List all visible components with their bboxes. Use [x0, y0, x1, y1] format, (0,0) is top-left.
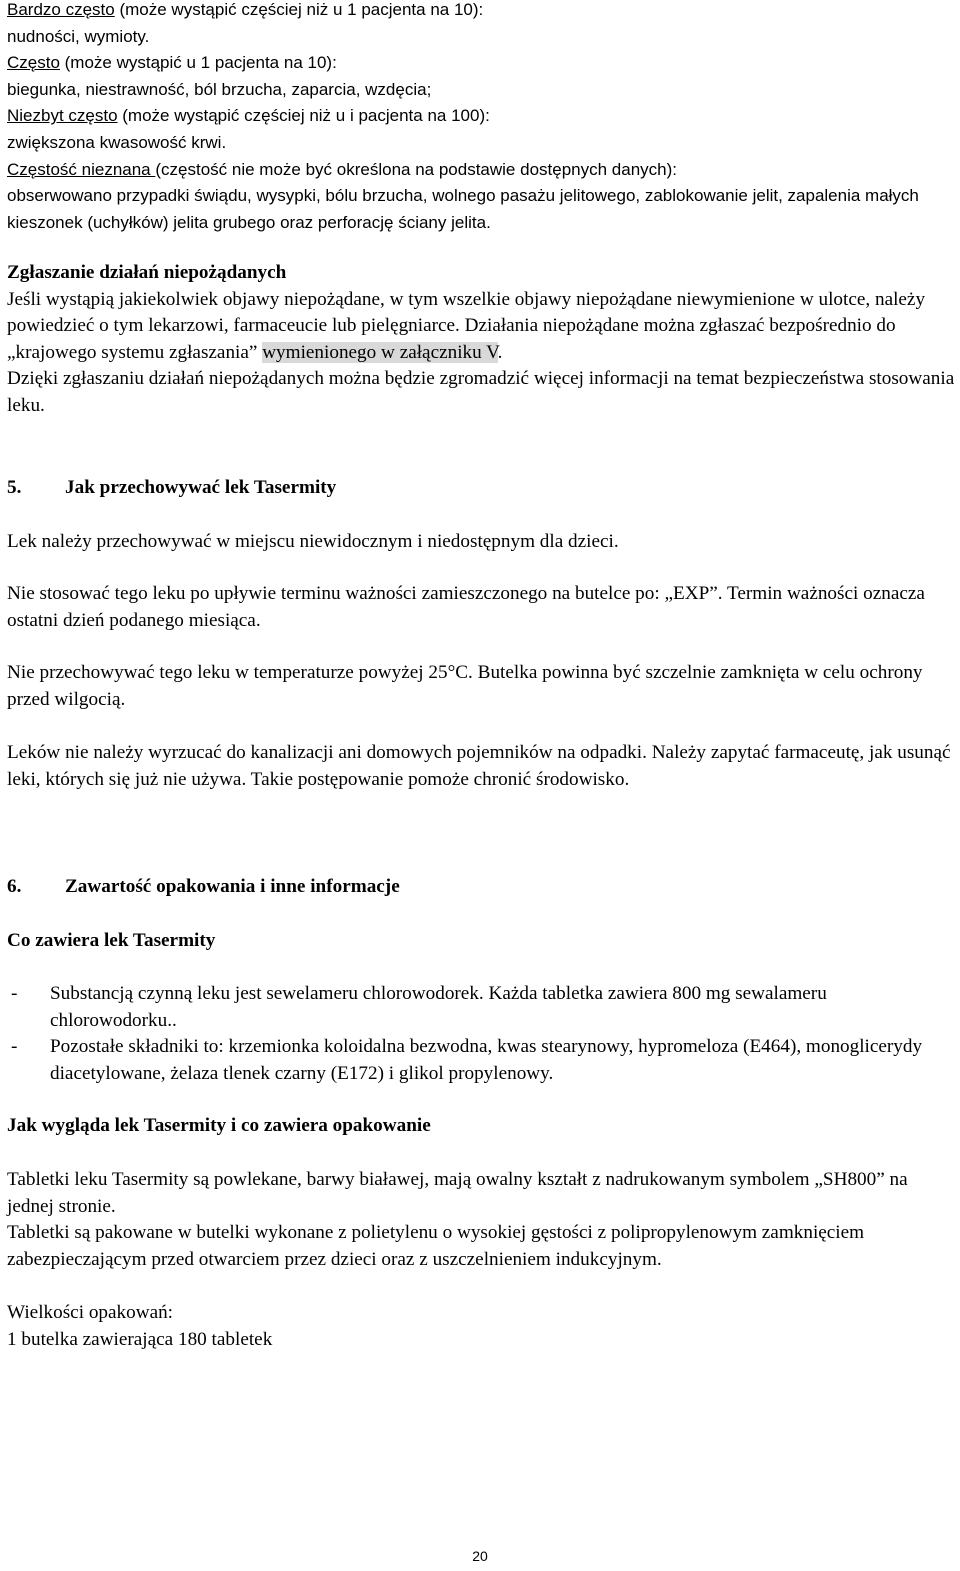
pack-size-value: 1 butelka zawierająca 180 tabletek	[7, 1329, 273, 1350]
section6-sub1: Co zawiera lek Tasermity	[7, 930, 216, 951]
section5-heading	[7, 475, 957, 502]
uncommon-line	[7, 103, 957, 130]
section5-p2: Nie stosować tego leku po upływie terminu ważności zamieszczonego na butelce po: „EXP”. Termin ważności oznacza ostatni dzień podanego miesiąca.	[7, 583, 925, 631]
section5-p1: Lek należy przechowywać w miejscu niewidocznym i niedostępnym dla dzieci.	[7, 531, 619, 552]
common-label: Często	[7, 53, 60, 73]
section5-title: Jak przechowywać lek Tasermity	[65, 477, 337, 498]
reporting-text-main: Jeśli wystąpią jakiekolwiek objawy niepożądane, w tym wszelkie objawy niepożądane niewymienione w ulotce, należy powiedzieć o tym lekarzowi, farmaceucie lub pielęgniarce. Działania niepożądane można zgłaszać bezpośrednio do „krajowego systemu zgłaszania”	[7, 288, 926, 363]
side-effects-block	[7, 0, 957, 236]
pack-size-label: Wielkości opakowań:	[7, 1302, 174, 1323]
reporting-text-dot: .	[497, 341, 503, 363]
reporting-text	[7, 287, 957, 420]
section6-title: Zawartość opakowania i inne informacje	[65, 876, 400, 897]
very-common-line	[7, 0, 957, 24]
uncommon-rest: (może wystąpić częściej niż u i pacjenta na 100):	[117, 106, 490, 126]
section5-p4: Leków nie należy wyrzucać do kanalizacji ani domowych pojemników na odpadki. Należy zapytać farmaceutę, jak usunąć leki, których się już nie używa. Takie postępowanie pomoże chronić środowisko.	[7, 742, 951, 790]
list-dash: -	[11, 983, 18, 1004]
uncommon-label: Niezbyt często	[7, 106, 118, 126]
unknown-text: obserwowano przypadki świądu, wysypki, bólu brzucha, wolnego pasażu jelitowego, zablokowanie jelit, zapalenia małych kieszonek (uchyłków) jelita grubego oraz perforację ściany jelita.	[7, 186, 919, 232]
reporting-heading: Zgłaszanie działań niepożądanych	[7, 262, 287, 283]
list-dash: -	[11, 1036, 18, 1057]
section6-p2: Tabletki są pakowane w butelki wykonane z polietylenu o wysokiej gęstości z polipropylenowym zamknięciem zabezpieczającym przed otwarciem przez dzieci oraz z uszczelnieniem indukcyjnym.	[7, 1222, 865, 1270]
very-common-rest: (może wystąpić częściej niż u 1 pacjenta na 10):	[114, 0, 484, 19]
section5-p3: Nie przechowywać tego leku w temperaturze powyżej 25°C. Butelka powinna być szczelnie zamknięta w celu ochrony przed wilgocią.	[7, 662, 923, 710]
section5-number: 5.	[7, 477, 22, 498]
common-text: biegunka, niestrawność, ból brzucha, zaparcia, wzdęcia;	[7, 79, 432, 99]
uncommon-text: zwiększona kwasowość krwi.	[7, 132, 227, 152]
list-item-text: Pozostałe składniki to: krzemionka koloidalna bezwodna, kwas stearynowy, hypromeloza (E464), monoglicerydy diacetylowane, żelaza tlenek czarny (E172) i glikol propylenowy.	[50, 1036, 923, 1084]
reporting-highlight-link[interactable]: wymienionego w załączniku V	[262, 341, 498, 363]
unknown-rest: (częstość nie może być określona na podstawie dostępnych danych):	[155, 159, 677, 179]
page-number: 20	[472, 1548, 488, 1564]
common-rest: (może wystąpić u 1 pacjenta na 10):	[59, 53, 337, 73]
list-item-text: Substancją czynną leku jest sewelameru chlorowodorek. Każda tabletka zawiera 800 mg sewalameru chlorowodorku..	[50, 983, 827, 1031]
unknown-label: Częstość nieznana	[7, 159, 156, 179]
list-item	[7, 981, 957, 1034]
section6-sub2: Jak wygląda lek Tasermity i co zawiera opakowanie	[7, 1115, 431, 1136]
reporting-block	[7, 260, 957, 420]
section6-heading	[7, 874, 957, 901]
unknown-paragraph	[7, 157, 957, 237]
very-common-text: nudności, wymioty.	[7, 26, 150, 46]
very-common-label: Bardzo często	[7, 0, 115, 19]
reporting-text-more: Dzięki zgłaszaniu działań niepożądanych można będzie zgromadzić więcej informacji na temat bezpieczeństwa stosowania leku.	[7, 368, 955, 416]
section6-p1: Tabletki leku Tasermity są powlekane, barwy białawej, mają owalny kształt z nadrukowanym symbolem „SH800” na jednej stronie.	[7, 1169, 908, 1217]
list-item	[7, 1034, 957, 1087]
section6-number: 6.	[7, 876, 22, 897]
common-line	[7, 50, 957, 77]
